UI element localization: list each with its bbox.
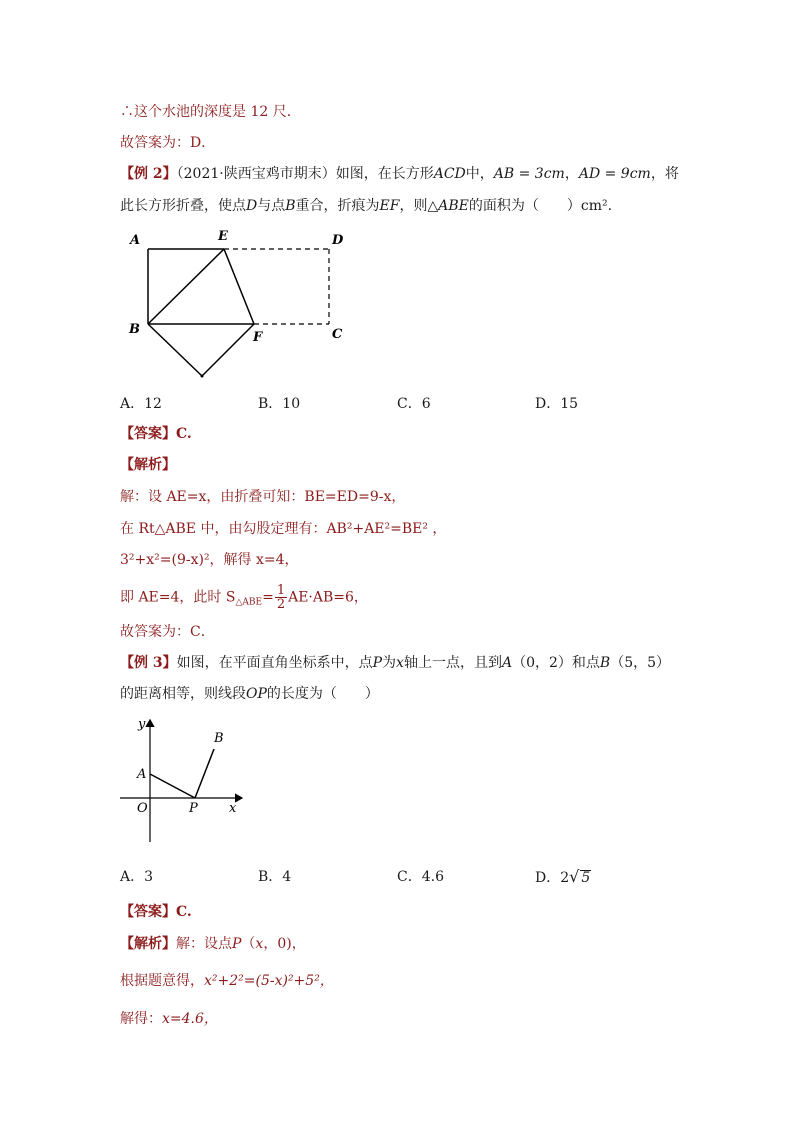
- axis-label-x: x: [229, 801, 237, 816]
- folded-rectangle-figure: [120, 225, 360, 385]
- example3-text: 轴上一点，且到: [403, 655, 502, 671]
- axis-label-y: y: [138, 717, 146, 732]
- example3-step2-equation: x²+2²=(5-x)²+5²，: [204, 973, 334, 989]
- example2-text: 重合，折痕为: [295, 198, 380, 214]
- example2-option-c: C．6: [397, 396, 431, 412]
- example2-text: 的面积为（ ）cm².: [468, 198, 613, 214]
- example2-text: 如图，在长方形: [335, 166, 434, 182]
- example3-text: 为: [382, 655, 397, 671]
- example2-question-line1: [120, 164, 679, 184]
- example3-tag: 【例 3】: [120, 655, 177, 671]
- example2-source: （2021·陕西宝鸡市期末）: [176, 166, 336, 182]
- example2-analysis-tag: 【解析】: [120, 457, 176, 473]
- example3-option-b: B．4: [258, 869, 292, 885]
- example2-triangle: ABE: [438, 198, 469, 214]
- example3-step3-equation: x=4.6，: [162, 1011, 218, 1027]
- example2-step4-eq: =: [262, 589, 274, 606]
- example2-step4-text: AE·AB=6，: [288, 589, 368, 606]
- label-f: F: [253, 330, 263, 345]
- example2-step5: 故答案为：C．: [120, 624, 215, 640]
- example2-text: ，将: [650, 166, 679, 182]
- example3-question-line2: [120, 684, 379, 704]
- example2-point-d: D: [246, 198, 258, 214]
- label-e: E: [218, 229, 228, 244]
- example2-option-a: A．12: [120, 396, 162, 412]
- example3-text: 如图，在平面直角坐标系中，点: [176, 655, 373, 671]
- answer-line: 故答案为：D．: [120, 135, 216, 151]
- example3-step1-text: （: [241, 936, 256, 952]
- example2-step4: [120, 584, 368, 613]
- example2-step2: 在 Rt△ABE 中，由勾股定理有：AB²+AE²=BE² ，: [120, 521, 447, 537]
- example3-option-d: [535, 867, 591, 888]
- label-b: B: [214, 731, 224, 746]
- example2-option-b: B．10: [258, 396, 301, 412]
- example2-step3: 3²+x²=(9-x)²，解得 x=4，: [120, 552, 299, 568]
- example3-analysis-tag: 【解析】: [120, 936, 176, 952]
- fraction-numerator: 1: [276, 583, 286, 598]
- example2-step4-subscript: △ABE: [235, 597, 263, 608]
- example3-question-line1: [120, 653, 670, 673]
- example3-point-a: A: [501, 655, 513, 671]
- label-b: B: [129, 322, 140, 337]
- label-p: P: [189, 801, 198, 816]
- example3-text: （0，2）和点: [512, 655, 600, 671]
- example2-crease: EF: [379, 198, 400, 214]
- example3-step1: [120, 934, 306, 954]
- label-origin: O: [137, 801, 148, 816]
- example3-step2-text: 根据题意得，: [120, 973, 204, 989]
- example2-ab: AB = 3cm: [493, 166, 565, 182]
- example3-step2: [120, 971, 334, 991]
- example2-rect-name: ACD: [433, 166, 466, 182]
- example3-step1-text: ，0)，: [263, 936, 306, 952]
- example2-tag: 【例 2】: [120, 166, 177, 182]
- example3-step3: [120, 1009, 218, 1029]
- label-a: A: [137, 767, 147, 782]
- example3-segment: OP: [246, 686, 267, 702]
- example3-text: 的长度为（ ）: [266, 686, 379, 702]
- example3-text: 的距离相等，则线段: [120, 686, 246, 702]
- example2-text: ，: [564, 166, 579, 182]
- example2-answer: 【答案】C.: [120, 426, 192, 442]
- example2-text: ，则△: [399, 198, 439, 214]
- radicand: 5: [581, 870, 591, 886]
- example2-question-line2: [120, 196, 612, 216]
- example3-step1-text: 解：设点: [176, 936, 232, 952]
- radical-sign: √: [569, 867, 580, 886]
- example2-option-d: D．15: [535, 396, 579, 412]
- option-d-prefix: D．2: [535, 870, 570, 886]
- example2-text: 中，: [465, 166, 494, 182]
- label-c: C: [332, 327, 343, 342]
- example2-text: 与点: [257, 198, 286, 214]
- fraction-denominator: 2: [276, 597, 286, 612]
- half-fraction: [275, 584, 287, 611]
- conclusion-line: ∴这个水池的深度是 12 尺．: [120, 104, 301, 120]
- example2-text: 此长方形折叠，使点: [120, 198, 246, 214]
- example3-step1-x: x: [255, 936, 264, 952]
- coordinate-figure: [112, 712, 252, 847]
- example2-ad: AD = 9cm: [578, 166, 651, 182]
- example3-x: x: [396, 655, 404, 671]
- example2-point-b: B: [285, 198, 296, 214]
- example3-point-p: P: [372, 655, 383, 671]
- example3-text: （5，5）: [610, 655, 671, 671]
- example2-step1: 解：设 AE=x，由折叠可知：BE=ED=9-x，: [120, 489, 406, 505]
- example3-point-b: B: [599, 655, 611, 671]
- example3-option-c: C．4.6: [397, 869, 444, 885]
- label-d: D: [332, 233, 344, 248]
- example2-step4-text: 即 AE=4，此时 S: [120, 589, 236, 606]
- example3-step3-text: 解得：: [120, 1011, 162, 1027]
- example3-answer: 【答案】C.: [120, 904, 192, 920]
- example3-option-a: A．3: [120, 869, 154, 885]
- example3-step1-point: P: [232, 936, 242, 952]
- label-a: A: [130, 233, 141, 248]
